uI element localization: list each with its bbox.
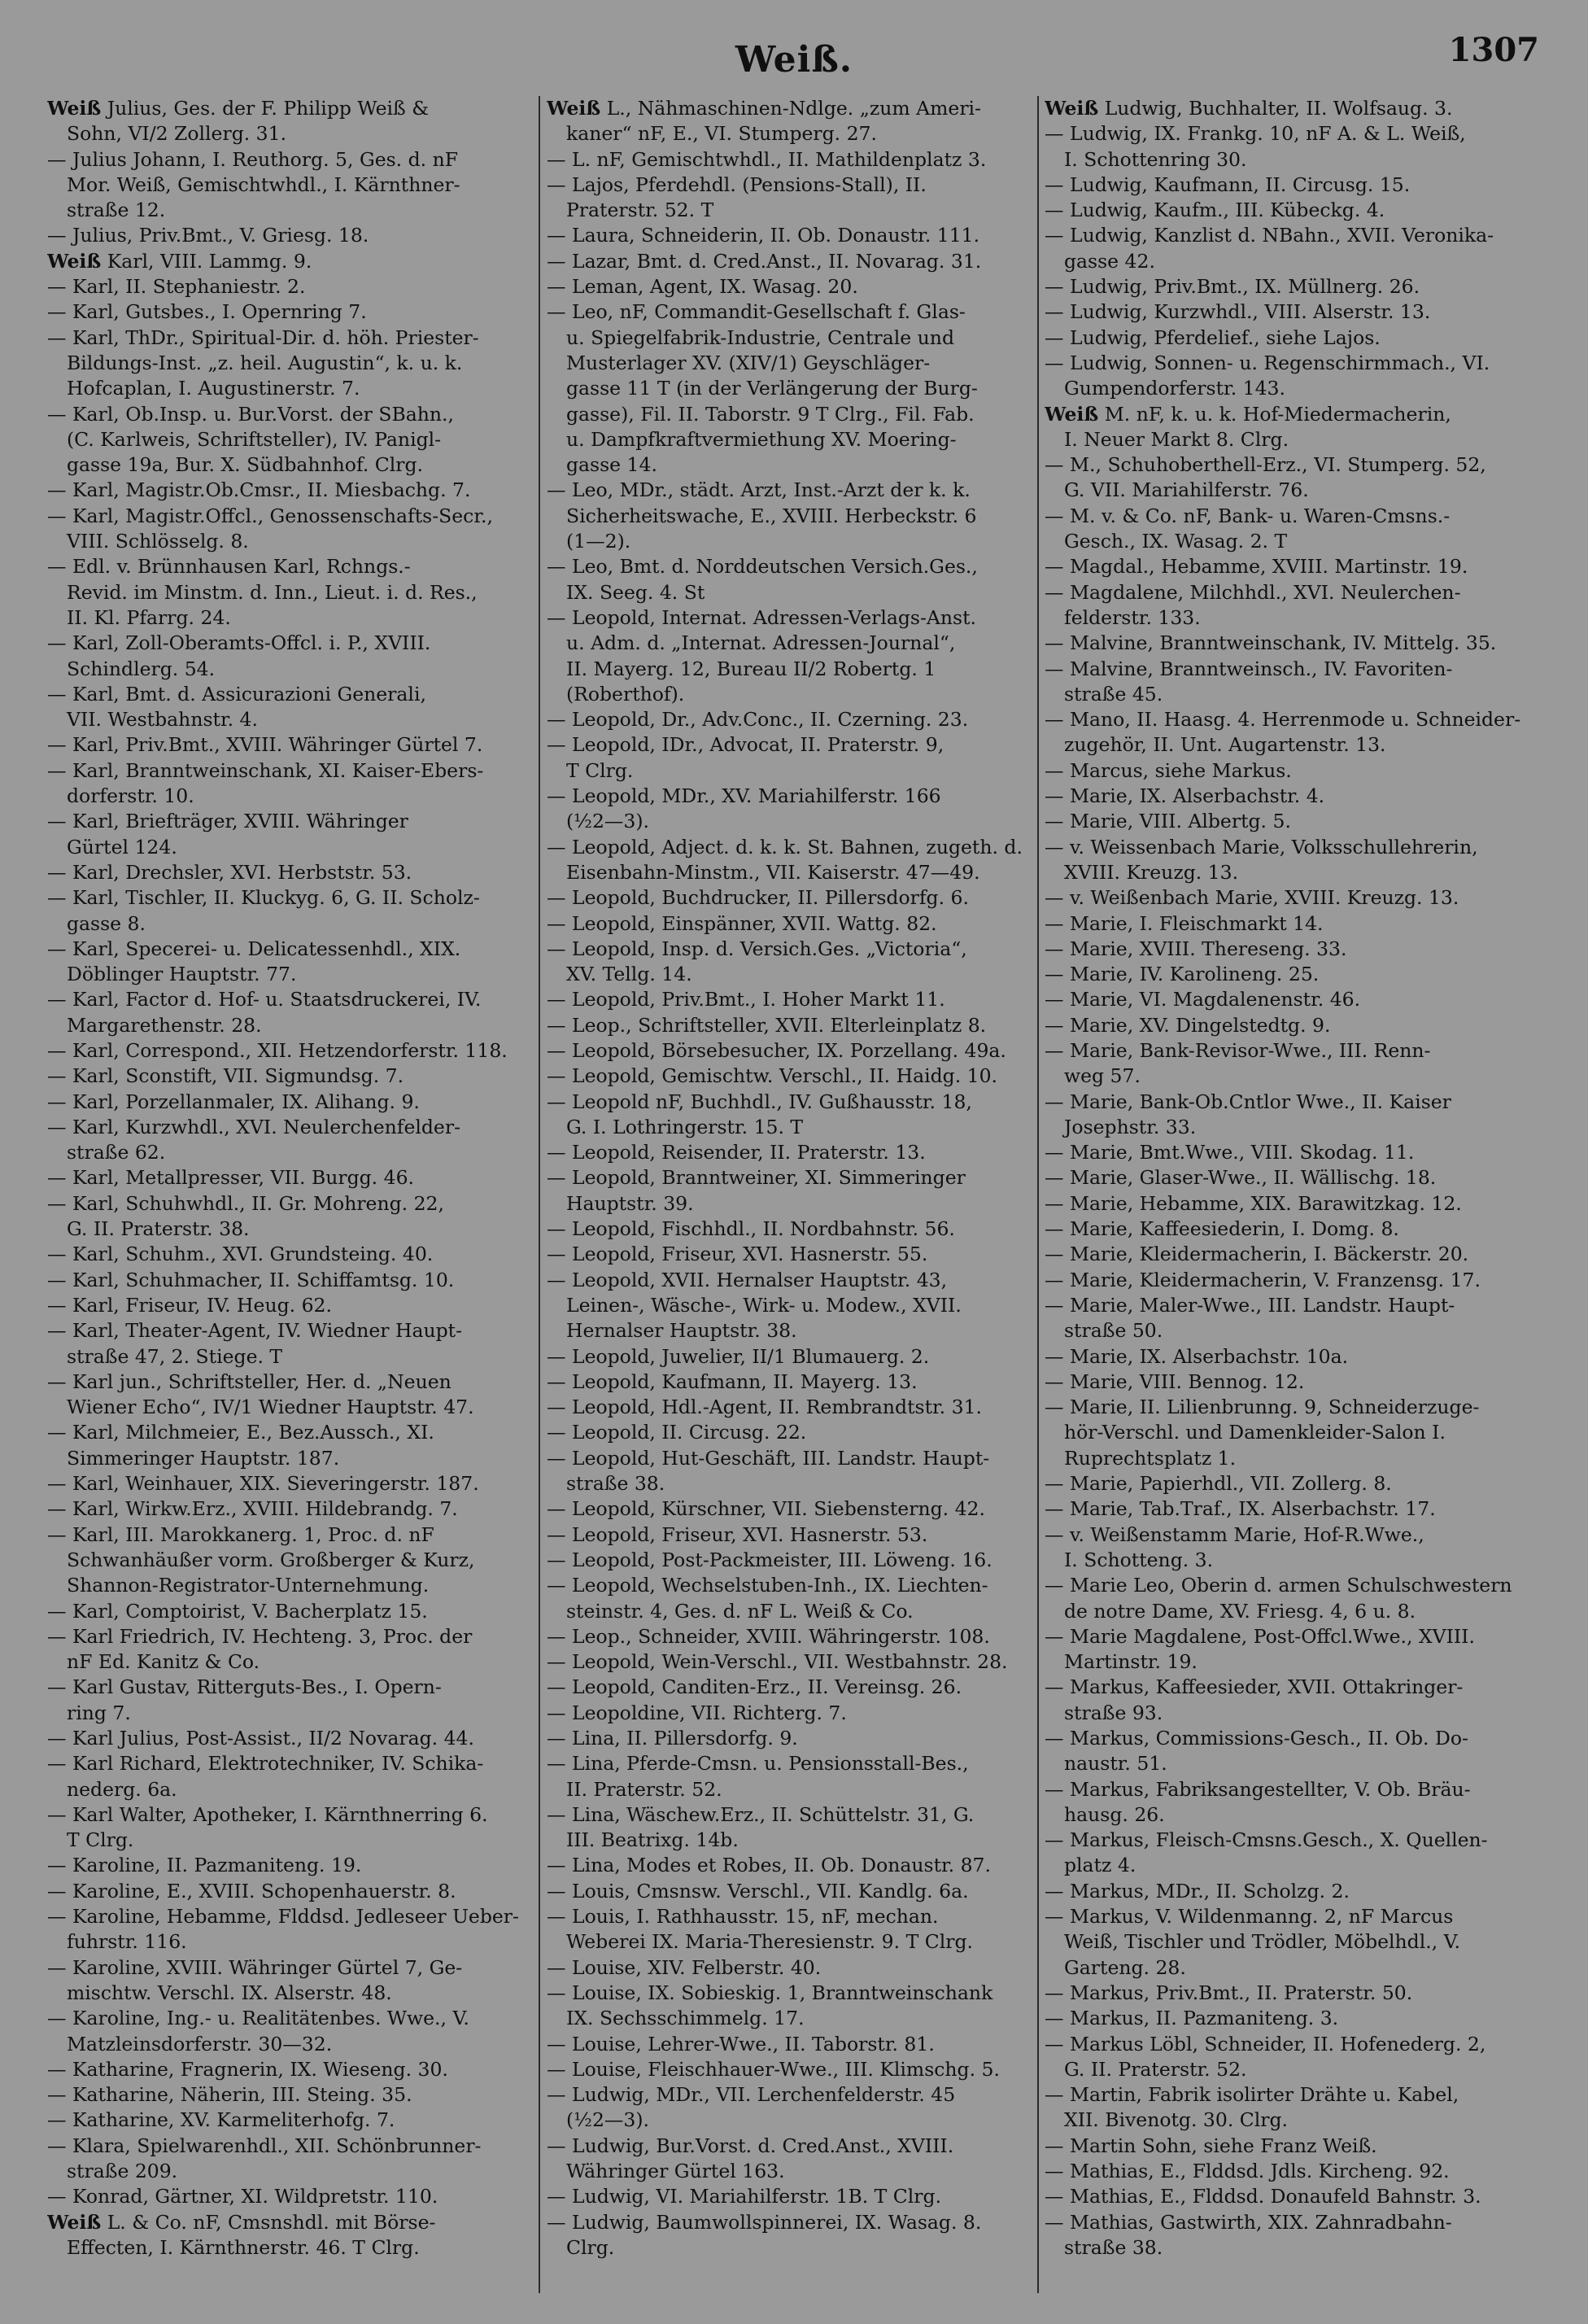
entry-line: — Leopold, Adject. d. k. k. St. Bahnen, zugeth. d. [547, 835, 1023, 858]
entry-line: — Karoline, E., XVIII. Schopenhauerstr. 8. [47, 1879, 456, 1902]
entry-continuation-line: (½2—3). [566, 2108, 649, 2132]
entry-line: — Karl, Schuhmacher, II. Schiffamtsg. 10. [47, 1268, 455, 1291]
entry-line: — Louis, Cmsnsw. Verschl., VII. Kandlg. 6a. [547, 1879, 969, 1902]
entry-line: — Lina, II. Pillersdorfg. 9. [547, 1727, 798, 1750]
entry-line: — Marie, Maler-Wwe., III. Landstr. Haupt- [1045, 1293, 1455, 1317]
entry-continuation-line: steinstr. 4, Ges. d. nF L. Weiß & Co. [566, 1599, 914, 1623]
entry-continuation-line: straße 50. [1064, 1319, 1163, 1343]
entry-line: — Malvine, Branntweinsch., IV. Favoriten- [1045, 657, 1453, 680]
entry-line: — Karl, Kurzwhdl., XVI. Neulerchenfelder- [47, 1115, 461, 1138]
entry-line: — Karl, Factor d. Hof- u. Staatsdruckerei, IV. [47, 988, 482, 1011]
entry-continuation-line: Josephstr. 33. [1064, 1115, 1197, 1138]
entry-line: — Karl, Ob.Insp. u. Bur.Vorst. der SBahn., [47, 402, 454, 426]
entry-continuation-line: gasse 19a, Bur. X. Südbahnhof. Clrg. [67, 453, 423, 477]
entry-line: — Karl Walter, Apotheker, I. Kärnthnerring 6. [47, 1802, 488, 1826]
entry-line: Weiß L., Nähmaschinen-Ndlge. „zum Ameri- [547, 97, 982, 120]
entry-line: — Mano, II. Haasg. 4. Herrenmode u. Schneider- [1045, 708, 1521, 732]
entry-line: — Karl, Bmt. d. Assicurazioni Generali, [47, 682, 426, 706]
entry-line: — Karl, Schuhwhdl., II. Gr. Mohreng. 22, [47, 1191, 444, 1215]
entry-continuation-line: VIII. Schlösselg. 8. [67, 530, 249, 553]
entry-continuation-line: felderstr. 133. [1064, 605, 1201, 629]
entry-line: — Leopold, Fischhdl., II. Nordbahnstr. 56. [547, 1217, 955, 1241]
entry-line: — Leopold, IDr., Advocat, II. Praterstr. 9, [547, 733, 945, 757]
entry-continuation-line: Effecten, I. Kärnthnerstr. 46. T Clrg. [67, 2235, 420, 2259]
entry-continuation-line: Döblinger Hauptstr. 77. [67, 963, 297, 986]
entry-continuation-line: u. Spiegelfabrik-Industrie, Centrale und [566, 325, 954, 349]
entry-line: — Leo, MDr., städt. Arzt, Inst.-Arzt der k. k. [547, 478, 971, 502]
entry-line: — Leopold, Gemischtw. Verschl., II. Haidg. 10. [547, 1064, 998, 1088]
entry-line: — Markus, Priv.Bmt., II. Praterstr. 50. [1045, 1981, 1413, 2004]
entry-continuation-line: straße 93. [1064, 1701, 1163, 1724]
entry-line: — Leopold, Wein-Verschl., VII. Westbahnstr. 28. [547, 1650, 1008, 1674]
entry-line: — Leo, nF, Commandit-Gesellschaft f. Glas- [547, 300, 966, 324]
entry-continuation-line: gasse), Fil. II. Taborstr. 9 T Clrg., Fil. Fab. [566, 402, 975, 426]
entry-line: — L. nF, Gemischtwhdl., II. Mathildenplatz 3. [547, 147, 987, 171]
entry-line: — Leopold, Kaufmann, II. Mayerg. 13. [547, 1370, 918, 1393]
entry-line: — Leo, Bmt. d. Norddeutschen Versich.Ges., [547, 555, 978, 579]
entry-line: — Marie, Kleidermacherin, V. Franzensg. 17. [1045, 1268, 1481, 1291]
entry-line: — Leop., Schriftsteller, XVII. Elterleinplatz 8. [547, 1013, 987, 1037]
entry-continuation-line: platz 4. [1064, 1854, 1136, 1877]
entry-continuation-line: Ruprechtsplatz 1. [1064, 1446, 1237, 1470]
entry-line: Weiß Julius, Ges. der F. Philipp Weiß & [47, 97, 430, 120]
entry-line: — v. Weißenstamm Marie, Hof-R.Wwe., [1045, 1522, 1424, 1546]
entry-line: — Martin Sohn, siehe Franz Weiß. [1045, 2134, 1377, 2157]
entry-line: — Leopold nF, Buchhdl., IV. Gußhausstr. 18, [547, 1090, 972, 1113]
entry-continuation-line: zugehör, II. Unt. Augartenstr. 13. [1064, 733, 1386, 757]
entry-line: — Katharine, XV. Karmeliterhofg. 7. [47, 2108, 395, 2132]
entry-line: — Marie Magdalene, Post-Offcl.Wwe., XVIII. [1045, 1624, 1475, 1648]
entry-line: — Karl, Priv.Bmt., XVIII. Währinger Gürtel 7. [47, 733, 483, 757]
entry-line: — Karl, Friseur, IV. Heug. 62. [47, 1293, 332, 1317]
entry-line: — Karl, III. Marokkanerg. 1, Proc. d. nF [47, 1522, 434, 1546]
entry-continuation-line: fuhrstr. 116. [67, 1930, 187, 1954]
entry-continuation-line: T Clrg. [67, 1828, 134, 1852]
entry-continuation-line: Matzleinsdorferstr. 30—32. [67, 2032, 333, 2055]
entry-line: — Leopold, Internat. Adressen-Verlags-Anst. [547, 605, 977, 629]
entry-line: — Marie, Kleidermacherin, I. Bäckerstr. 20. [1045, 1243, 1469, 1266]
entry-line: — Ludwig, Sonnen- u. Regenschirmmach., VI. [1045, 351, 1490, 374]
entry-line: — Marie, XVIII. Thereseng. 33. [1045, 937, 1347, 960]
entry-line: — Marie, I. Fleischmarkt 14. [1045, 911, 1324, 935]
entry-line: — Katharine, Fragnerin, IX. Wieseng. 30. [47, 2057, 448, 2081]
entry-continuation-line: Gumpendorferstr. 143. [1064, 377, 1285, 400]
entry-line: — M. v. & Co. nF, Bank- u. Waren-Cmsns.- [1045, 504, 1451, 527]
entry-continuation-line: Shannon-Registrator-Unternehmung. [67, 1574, 430, 1597]
entry-line: — Karl, Briefträger, XVIII. Währinger [47, 810, 408, 833]
entry-line: — Ludwig, MDr., VII. Lerchenfelderstr. 45 [547, 2083, 956, 2107]
entry-line: — Martin, Fabrik isolirter Drähte u. Kabel, [1045, 2083, 1459, 2107]
entry-continuation-line: de notre Dame, XV. Friesg. 4, 6 u. 8. [1064, 1599, 1416, 1623]
entry-line: — Louise, IX. Sobieskig. 1, Branntweinschank [547, 1981, 993, 2004]
entry-continuation-line: hör-Verschl. und Damenkleider-Salon I. [1064, 1421, 1446, 1444]
entry-line: — Marie, Hebamme, XIX. Barawitzkag. 12. [1045, 1191, 1462, 1215]
entry-line: — Ludwig, Priv.Bmt., IX. Müllnerg. 26. [1045, 275, 1420, 299]
entry-line: — Leopold, Wechselstuben-Inh., IX. Liechten- [547, 1574, 988, 1597]
entry-line: — Leopold, Post-Packmeister, III. Löweng. 16. [547, 1548, 992, 1571]
entry-continuation-line: Mor. Weiß, Gemischtwhdl., I. Kärnthner- [67, 173, 460, 196]
entry-line: — Karl Julius, Post-Assist., II/2 Novarag. 44. [47, 1727, 474, 1750]
entry-continuation-line: Praterstr. 52. T [566, 199, 714, 222]
entry-line: — Marcus, siehe Markus. [1045, 758, 1292, 782]
entry-line: — Karl, ThDr., Spiritual-Dir. d. höh. Priester- [47, 325, 479, 349]
entry-line: — Lajos, Pferdehdl. (Pensions-Stall), II. [547, 173, 927, 196]
entry-line: — Marie, IX. Alserbachstr. 10a. [1045, 1344, 1349, 1368]
entry-line: — Louise, XIV. Felberstr. 40. [547, 1955, 822, 1979]
entry-line: — Karl, Sconstift, VII. Sigmundsg. 7. [47, 1064, 404, 1088]
entry-continuation-line: T Clrg. [566, 758, 634, 782]
entry-continuation-line: Hofcaplan, I. Augustinerstr. 7. [67, 377, 360, 400]
entry-line: — Ludwig, Kaufm., III. Kübeckg. 4. [1045, 199, 1385, 222]
entry-line: — Karl, Milchmeier, E., Bez.Aussch., XI. [47, 1421, 434, 1444]
entry-line: — Magdalene, Milchhdl., XVI. Neulerchen- [1045, 580, 1461, 604]
entry-line: — Leopold, Juwelier, II/1 Blumauerg. 2. [547, 1344, 930, 1368]
entry-line: — Markus, Kaffeesieder, XVII. Ottakringer- [1045, 1675, 1464, 1699]
entry-continuation-line: Wiener Echo“, IV/1 Wiedner Hauptstr. 47. [67, 1396, 474, 1419]
entry-continuation-line: gasse 11 T (in der Verlängerung der Burg- [566, 377, 978, 400]
entry-line: — Karl Gustav, Ritterguts-Bes., I. Opern- [47, 1675, 442, 1699]
entry-continuation-line: u. Adm. d. „Internat. Adressen-Journal“, [566, 631, 956, 655]
entry-line: — Karl, Gutsbes., I. Opernring 7. [47, 300, 367, 324]
entry-line: — Leopold, Hut-Geschäft, III. Landstr. Haupt- [547, 1446, 990, 1470]
entry-continuation-line: straße 47, 2. Stiege. T [67, 1344, 283, 1368]
entry-line: — Karl, Magistr.Ob.Cmsr., II. Miesbachg. 7. [47, 478, 471, 502]
entry-continuation-line: straße 209. [67, 2160, 178, 2183]
entry-continuation-line: XVIII. Kreuzg. 13. [1064, 860, 1239, 884]
entry-continuation-line: G. II. Praterstr. 38. [67, 1217, 250, 1241]
entry-continuation-line: Gesch., IX. Wasag. 2. T [1064, 530, 1288, 553]
entry-line: — Lina, Pferde-Cmsn. u. Pensionsstall-Bes., [547, 1752, 969, 1776]
entry-line: — Markus, Fleisch-Cmsns.Gesch., X. Quellen- [1045, 1828, 1488, 1852]
entry-line: — Markus, MDr., II. Scholzg. 2. [1045, 1879, 1350, 1902]
entry-line: — Karl, Metallpresser, VII. Burgg. 46. [47, 1166, 414, 1190]
entry-line: — Karl, Schuhm., XVI. Grundsteing. 40. [47, 1243, 434, 1266]
entry-line: — Katharine, Näherin, III. Steing. 35. [47, 2083, 412, 2107]
entry-line: — Leop., Schneider, XVIII. Währingerstr. 108. [547, 1624, 990, 1648]
column-middle [547, 96, 1035, 2293]
entry-continuation-line: gasse 42. [1064, 249, 1155, 273]
entry-line: — Lazar, Bmt. d. Cred.Anst., II. Novarag. 31. [547, 249, 982, 273]
entry-continuation-line: (C. Karlweis, Schriftsteller), IV. Panigl- [67, 427, 442, 451]
entry-line: — Karl, Correspond., XII. Hetzendorferstr. 118. [47, 1038, 508, 1062]
entry-line: — Leopold, Canditen-Erz., II. Vereinsg. 26. [547, 1675, 962, 1699]
entry-continuation-line: XV. Tellg. 14. [566, 963, 692, 986]
entry-line: — Marie, VIII. Bennog. 12. [1045, 1370, 1305, 1393]
entry-continuation-line: kaner“ nF, E., VI. Stumperg. 27. [566, 122, 877, 146]
entry-continuation-line: G. II. Praterstr. 52. [1064, 2057, 1247, 2081]
entry-line: Weiß Ludwig, Buchhalter, II. Wolfsaug. 3. [1045, 97, 1453, 120]
entry-line: — Karoline, Hebamme, Flddsd. Jedleseer Ueber- [47, 1905, 519, 1929]
entry-line: — Leopold, MDr., XV. Mariahilferstr. 166 [547, 784, 941, 808]
entry-line: — Leopold, Branntweiner, XI. Simmeringer [547, 1166, 966, 1190]
entry-continuation-line: gasse 14. [566, 453, 657, 477]
entry-line: — Markus, V. Wildenmanng. 2, nF Marcus [1045, 1905, 1454, 1929]
entry-line: — Marie, II. Lilienbrunng. 9, Schneiderzuge- [1045, 1396, 1480, 1419]
entry-line: — Ludwig, Kanzlist d. NBahn., XVII. Veronika- [1045, 224, 1494, 247]
entry-continuation-line: straße 38. [1064, 2235, 1163, 2259]
entry-line: — Karl, Zoll-Oberamts-Offcl. i. P., XVIII. [47, 631, 431, 655]
entry-line: — Leopold, Friseur, XVI. Hasnerstr. 53. [547, 1522, 928, 1546]
page-title: Weiß. [735, 39, 853, 81]
entry-line: — v. Weissenbach Marie, Volksschullehrerin, [1045, 835, 1478, 858]
entry-continuation-line: Garteng. 28. [1064, 1955, 1186, 1979]
entry-continuation-line: Sicherheitswache, E., XVIII. Herbeckstr. 6 [566, 504, 977, 527]
entry-line: Weiß L. & Co. nF, Cmsnshdl. mit Börse- [47, 2210, 436, 2234]
entry-line: — Leopold, Priv.Bmt., I. Hoher Markt 11. [547, 988, 945, 1011]
entry-line: — Marie, VI. Magdalenenstr. 46. [1045, 988, 1361, 1011]
entry-line: — Karl, Specerei- u. Delicatessenhdl., XIX. [47, 937, 461, 960]
entry-line: — Marie, Bank-Ob.Cntlor Wwe., II. Kaiser [1045, 1090, 1451, 1113]
entry-continuation-line: nederg. 6a. [67, 1777, 177, 1801]
entry-continuation-line: gasse 8. [67, 911, 146, 935]
entry-line: — Marie Leo, Oberin d. armen Schulschwestern [1045, 1574, 1512, 1597]
entry-continuation-line: III. Beatrixg. 14b. [566, 1828, 739, 1852]
entry-line: — Leopold, Reisender, II. Praterstr. 13. [547, 1141, 926, 1164]
entry-continuation-line: u. Dampfkraftvermiethung XV. Moering- [566, 427, 957, 451]
entry-line: — Marie, Bank-Revisor-Wwe., III. Renn- [1045, 1038, 1431, 1062]
entry-continuation-line: II. Praterstr. 52. [566, 1777, 722, 1801]
entry-continuation-line: Weberei IX. Maria-Theresienstr. 9. T Clrg. [566, 1930, 973, 1954]
entry-continuation-line: Hauptstr. 39. [566, 1191, 694, 1215]
entry-line: — Karl, Wirkw.Erz., XVIII. Hildebrandg. 7. [47, 1497, 458, 1521]
entry-line: — Marie, VIII. Albertg. 5. [1045, 810, 1291, 833]
column-left [47, 96, 535, 2293]
entry-line: — Julius Johann, I. Reuthorg. 5, Ges. d. nF [47, 147, 459, 171]
entry-line: — Mathias, E., Flddsd. Donaufeld Bahnstr. 3. [1045, 2185, 1481, 2208]
entry-line: — Marie, Glaser-Wwe., II. Wällischg. 18. [1045, 1166, 1437, 1190]
entry-continuation-line: Sohn, VI/2 Zollerg. 31. [67, 122, 287, 146]
entry-line: — Ludwig, VI. Mariahilferstr. 1B. T Clrg. [547, 2185, 942, 2208]
entry-line: — Louise, Fleischhauer-Wwe., III. Klimschg. 5. [547, 2057, 1000, 2081]
entry-line: — Karoline, II. Pazmaniteng. 19. [47, 1854, 362, 1877]
entry-line: — Karl Richard, Elektrotechniker, IV. Schika- [47, 1752, 484, 1776]
entry-continuation-line: Bildungs-Inst. „z. heil. Augustin“, k. u. k. [67, 351, 463, 374]
entry-line: — Ludwig, Kaufmann, II. Circusg. 15. [1045, 173, 1411, 196]
entry-line: — Mathias, Gastwirth, XIX. Zahnradbahn- [1045, 2210, 1452, 2234]
entry-continuation-line: XII. Bivenotg. 30. Clrg. [1064, 2108, 1289, 2132]
entry-line: — Karl, Weinhauer, XIX. Sieveringerstr. 187. [47, 1472, 479, 1496]
entry-line: — Karl, Comptoirist, V. Bacherplatz 15. [47, 1599, 428, 1623]
entry-line: — Karoline, Ing.- u. Realitätenbes. Wwe., V. [47, 2007, 469, 2030]
column-divider-right [1037, 96, 1039, 2293]
entry-continuation-line: (Roberthof). [566, 682, 685, 706]
entry-line: Weiß M. nF, k. u. k. Hof-Miedermacherin, [1045, 402, 1451, 426]
entry-continuation-line: IX. Sechsschimmelg. 17. [566, 2007, 805, 2030]
entry-line: — Leopold, Buchdrucker, II. Pillersdorfg. 6. [547, 886, 969, 910]
entry-line: — Leopold, II. Circusg. 22. [547, 1421, 807, 1444]
entry-line: — Leman, Agent, IX. Wasag. 20. [547, 275, 858, 299]
entry-continuation-line: I. Schottenring 30. [1064, 147, 1247, 171]
entry-line: — Markus, Commissions-Gesch., II. Ob. Do- [1045, 1727, 1468, 1750]
entry-line: — Marie, Tab.Traf., IX. Alserbachstr. 17. [1045, 1497, 1436, 1521]
entry-continuation-line: IX. Seeg. 4. St [566, 580, 705, 604]
entry-continuation-line: nF Ed. Kanitz & Co. [67, 1650, 260, 1674]
entry-continuation-line: (½2—3). [566, 810, 649, 833]
entry-continuation-line: ring 7. [67, 1701, 131, 1724]
entry-line: — Marie, IV. Karolineng. 25. [1045, 963, 1320, 986]
page-header [0, 31, 1588, 88]
entry-line: — Julius, Priv.Bmt., V. Griesg. 18. [47, 224, 369, 247]
entry-line: — Leopold, Hdl.-Agent, II. Rembrandtstr. 31. [547, 1396, 982, 1419]
entry-line: — Karoline, XVIII. Währinger Gürtel 7, Ge- [47, 1955, 463, 1979]
entry-line: — Marie, Papierhdl., VII. Zollerg. 8. [1045, 1472, 1392, 1496]
entry-continuation-line: mischtw. Verschl. IX. Alserstr. 48. [67, 1981, 392, 2004]
entry-line: — Leopold, Dr., Adv.Conc., II. Czerning. 23. [547, 708, 969, 732]
entry-line: — Karl, Porzellanmaler, IX. Alihang. 9. [47, 1090, 420, 1113]
entry-line: — Ludwig, Bur.Vorst. d. Cred.Anst., XVIII. [547, 2134, 954, 2157]
entry-continuation-line: Weiß, Tischler und Trödler, Möbelhdl., V. [1064, 1930, 1460, 1954]
entry-line: — Ludwig, Baumwollspinnerei, IX. Wasag. 8. [547, 2210, 982, 2234]
entry-continuation-line: Martinstr. 19. [1064, 1650, 1198, 1674]
entry-line: — Karl jun., Schriftsteller, Her. d. „Neuen [47, 1370, 452, 1393]
entry-line: — Karl, II. Stephaniestr. 2. [47, 275, 306, 299]
entry-continuation-line: I. Neuer Markt 8. Clrg. [1064, 427, 1289, 451]
entry-line: — Marie, Kaffeesiederin, I. Domg. 8. [1045, 1217, 1399, 1241]
page-number: 1307 [1448, 31, 1539, 69]
entry-continuation-line: Eisenbahn-Minstm., VII. Kaiserstr. 47—49. [566, 860, 980, 884]
entry-continuation-line: Hernalser Hauptstr. 38. [566, 1319, 797, 1343]
entry-line: — Leopoldine, VII. Richterg. 7. [547, 1701, 847, 1724]
entry-line: — Markus, II. Pazmaniteng. 3. [1045, 2007, 1339, 2030]
entry-continuation-line: II. Mayerg. 12, Bureau II/2 Robertg. 1 [566, 657, 936, 680]
entry-line: — Karl, Theater-Agent, IV. Wiedner Haupt- [47, 1319, 463, 1343]
entry-continuation-line: Musterlager XV. (XIV/1) Geyschläger- [566, 351, 931, 374]
entry-continuation-line: dorferstr. 10. [67, 784, 194, 808]
entry-continuation-line: Simmeringer Hauptstr. 187. [67, 1446, 340, 1470]
entry-continuation-line: VII. Westbahnstr. 4. [67, 708, 258, 732]
entry-line: — Karl, Branntweinschank, XI. Kaiser-Ebers- [47, 758, 484, 782]
entry-line: — Lina, Modes et Robes, II. Ob. Donaustr. 87. [547, 1854, 991, 1877]
entry-line: — Ludwig, Pferdelief., siehe Lajos. [1045, 325, 1381, 349]
entry-line: — Louise, Lehrer-Wwe., II. Taborstr. 81. [547, 2032, 935, 2055]
entry-continuation-line: Leinen-, Wäsche-, Wirk- u. Modew., XVII. [566, 1293, 962, 1317]
column-divider-left [539, 96, 540, 2293]
entry-line: — Karl, Magistr.Offcl., Genossenschafts-Secr., [47, 504, 493, 527]
entry-line: — Markus, Fabriksangestellter, V. Ob. Bräu- [1045, 1777, 1471, 1801]
entry-line: — Karl Friedrich, IV. Hechteng. 3, Proc. der [47, 1624, 473, 1648]
entry-continuation-line: Schindlerg. 54. [67, 657, 216, 680]
entry-line: — Markus Löbl, Schneider, II. Hofenederg. 2, [1045, 2032, 1486, 2055]
entry-continuation-line: Revid. im Minstm. d. Inn., Lieut. i. d. Res., [67, 580, 478, 604]
entry-line: — M., Schuhoberthell-Erz., VI. Stumperg. 52, [1045, 453, 1486, 477]
entry-continuation-line: G. VII. Mariahilferstr. 76. [1064, 478, 1309, 502]
entry-continuation-line: I. Schotteng. 3. [1064, 1548, 1214, 1571]
entry-line: — Karl, Tischler, II. Kluckyg. 6, G. II. Scholz- [47, 886, 480, 910]
entry-continuation-line: G. I. Lothringerstr. 15. T [566, 1115, 804, 1138]
entry-line: — Klara, Spielwarenhdl., XII. Schönbrunner- [47, 2134, 482, 2157]
entry-line: — Laura, Schneiderin, II. Ob. Donaustr. 111. [547, 224, 980, 247]
entry-continuation-line: Clrg. [566, 2235, 615, 2259]
entry-line: — Lina, Wäschew.Erz., II. Schüttelstr. 31, G. [547, 1802, 975, 1826]
entry-line: — Marie, XV. Dingelstedtg. 9. [1045, 1013, 1331, 1037]
entry-continuation-line: straße 38. [566, 1472, 665, 1496]
entry-continuation-line: Margarethenstr. 28. [67, 1013, 262, 1037]
entry-continuation-line: naustr. 51. [1064, 1752, 1167, 1776]
entry-line: — Leopold, XVII. Hernalser Hauptstr. 43, [547, 1268, 948, 1291]
entry-line: — Leopold, Friseur, XVI. Hasnerstr. 55. [547, 1243, 928, 1266]
entry-continuation-line: II. Kl. Pfarrg. 24. [67, 605, 231, 629]
entry-line: — Karl, Drechsler, XVI. Herbststr. 53. [47, 860, 412, 884]
entry-continuation-line: (1—2). [566, 530, 631, 553]
entry-line: — Leopold, Insp. d. Versich.Ges. „Victoria“, [547, 937, 967, 960]
entry-continuation-line: weg 57. [1064, 1064, 1141, 1088]
entry-line: — Malvine, Branntweinschank, IV. Mittelg. 35. [1045, 631, 1497, 655]
entry-line: — Ludwig, Kurzwhdl., VIII. Alserstr. 13. [1045, 300, 1431, 324]
entry-line: — Leopold, Börsebesucher, IX. Porzellang. 49a. [547, 1038, 1006, 1062]
entry-line: — Leopold, Einspänner, XVII. Wattg. 82. [547, 911, 937, 935]
entry-line: — Leopold, Kürschner, VII. Siebensterng. 42. [547, 1497, 985, 1521]
entry-continuation-line: Gürtel 124. [67, 835, 177, 858]
entry-line: — Marie, Bmt.Wwe., VIII. Skodag. 11. [1045, 1141, 1415, 1164]
entry-line: — Louis, I. Rathhausstr. 15, nF, mechan. [547, 1905, 939, 1929]
entry-line: — Edl. v. Brünnhausen Karl, Rchngs.- [47, 555, 411, 579]
entry-continuation-line: straße 45. [1064, 682, 1163, 706]
entry-line: Weiß Karl, VIII. Lammg. 9. [47, 249, 312, 273]
entry-continuation-line: straße 62. [67, 1141, 166, 1164]
column-right [1045, 96, 1533, 2293]
entry-line: — Magdal., Hebamme, XVIII. Martinstr. 19. [1045, 555, 1468, 579]
entry-line: — Mathias, E., Flddsd. Jdls. Kircheng. 92. [1045, 2160, 1450, 2183]
entry-continuation-line: straße 12. [67, 199, 166, 222]
entry-continuation-line: Schwanhäußer vorm. Großberger & Kurz, [67, 1548, 475, 1571]
entry-continuation-line: hausg. 26. [1064, 1802, 1165, 1826]
entry-continuation-line: Währinger Gürtel 163. [566, 2160, 785, 2183]
entry-line: — Konrad, Gärtner, XI. Wildpretstr. 110. [47, 2185, 438, 2208]
entry-line: — v. Weißenbach Marie, XVIII. Kreuzg. 13. [1045, 886, 1459, 910]
entry-line: — Ludwig, IX. Frankg. 10, nF A. & L. Weiß, [1045, 122, 1466, 146]
entry-line: — Marie, IX. Alserbachstr. 4. [1045, 784, 1325, 808]
